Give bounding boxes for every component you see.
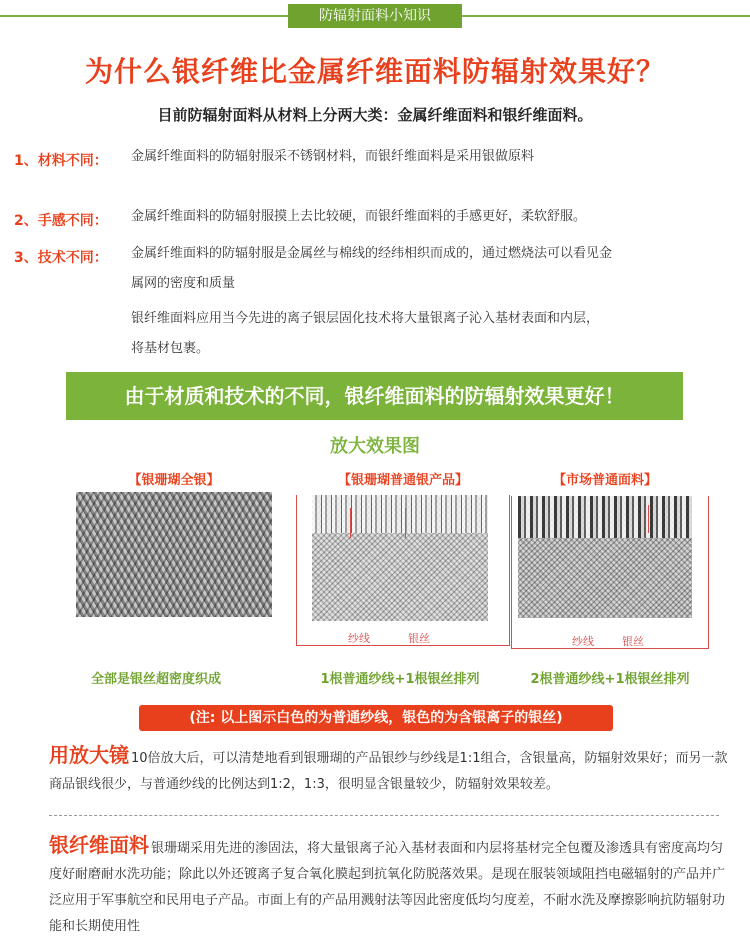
sample-3-yarn-label: 纱线 xyxy=(572,635,594,648)
page-title: 为什么银纤维比金属纤维面料防辐射效果好？ xyxy=(84,55,665,88)
item-3-label: 3、技术不同： xyxy=(14,250,108,266)
sample-1-label: 【银珊瑚全银】 xyxy=(128,473,220,488)
item-3-text-line-3: 银纤维面料应用当今先进的离子银层固化技术将大量银离子沁入基材表面和内层， xyxy=(131,311,600,326)
item-1-label: 1、材料不同： xyxy=(14,153,108,169)
item-3-text-line-2: 属网的密度和质量 xyxy=(131,276,236,291)
item-2-label: 2、手感不同： xyxy=(14,213,108,229)
silver-fiber-paragraph xyxy=(49,832,729,940)
full-silver-fabric-image xyxy=(76,492,272,617)
sample-3-frame xyxy=(511,496,709,649)
item-3-text-line-4: 将基材包裹。 xyxy=(131,341,210,356)
sample-1-caption: 全部是银丝超密度织成 xyxy=(90,672,221,687)
note-banner: (注: 以上图示白色的为普通纱线，银色的为含银离子的银丝) xyxy=(139,705,613,731)
sample-3-caption: 2根普通纱线+1根银丝排列 xyxy=(530,672,690,687)
sample-2-label: 【银珊瑚普通银产品】 xyxy=(337,473,468,488)
conclusion-banner: 由于材质和技术的不同，银纤维面料的防辐射效果更好！ xyxy=(66,372,683,420)
page-subtitle: 目前防辐射面料从材料上分两大类：金属纤维面料和银纤维面料。 xyxy=(157,106,593,124)
magnifier-paragraph xyxy=(49,742,729,798)
sample-2-silver-label: 银丝 xyxy=(408,632,430,645)
magnifier-lead: 用放大镜 xyxy=(49,743,129,767)
zoom-section-title: 放大效果图 xyxy=(330,436,420,457)
silver-fiber-text: 银珊瑚采用先进的渗固法，将大量银离子沁入基材表面和内层将基材完全包覆及渗透具有密度高均匀度好耐磨耐水洗功能；除此以外还镀离子复合氧化膜起到抗氧化防脱落效果。是现在服装领域阻挡电磁辐射的产品并广泛应用于军事航空和民用电子产品。市面上有的产品用溅射法等因此密度低均匀度差，不耐水洗及摩擦影响抗防辐射功能和长期使用性 xyxy=(49,841,726,934)
item-1-text: 金属纤维面料的防辐射服采不锈钢材料，而银纤维面料是采用银做原料 xyxy=(131,149,535,164)
sample-3-silver-label: 银丝 xyxy=(622,635,644,648)
item-3-text-line-1: 金属纤维面料的防辐射服是金属丝与棉线的经纬相织而成的，通过燃烧法可以看见金 xyxy=(131,246,613,261)
sample-2-caption: 1根普通纱线+1根银丝排列 xyxy=(320,672,480,687)
item-2-text: 金属纤维面料的防辐射服摸上去比较硬，而银纤维面料的手感更好，柔软舒服。 xyxy=(131,209,587,224)
silver-fiber-lead: 银纤维面料 xyxy=(49,833,149,857)
sample-3-pointer-yarn xyxy=(585,500,586,530)
section-divider xyxy=(49,815,719,816)
sample-2-pointer-silver xyxy=(405,508,406,538)
sample-3-label: 【市场普通面料】 xyxy=(552,473,657,488)
sample-2-pointer-yarn xyxy=(350,508,351,538)
sample-3-pointer-silver xyxy=(648,505,649,533)
magnifier-text: 10倍放大后，可以清楚地看到银珊瑚的产品银纱与纱线是1:1组合，含银量高，防辐射效果好；而另一款商品银线很少，与普通纱线的比例达到1:2，1:3，很明显含银量较少，防辐射效果较差。 xyxy=(49,751,728,792)
header-tab: 防辐射面料小知识 xyxy=(288,4,462,28)
sample-2-yarn-label: 纱线 xyxy=(348,632,370,645)
sample-2-frame xyxy=(296,495,510,646)
